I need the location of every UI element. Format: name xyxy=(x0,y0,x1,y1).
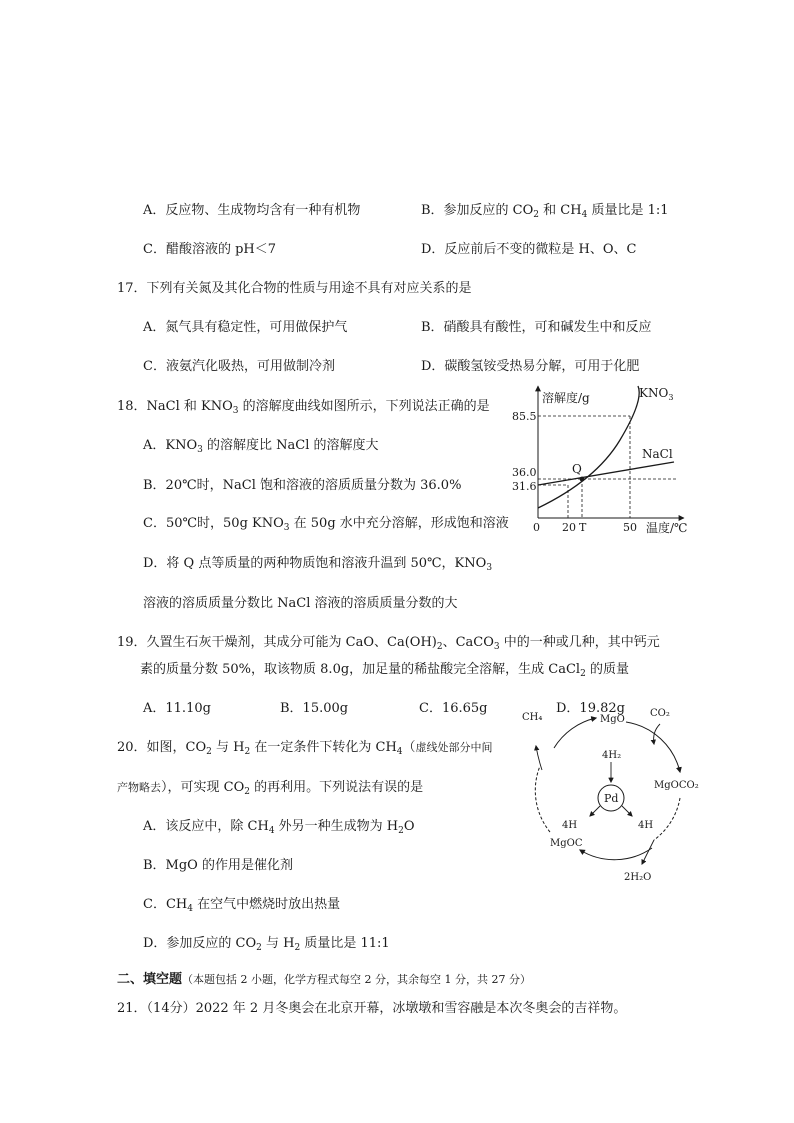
solubility-graph xyxy=(506,380,696,540)
tick-0: 0 xyxy=(533,521,540,534)
arc-mgoco2-to-h2o xyxy=(654,798,680,840)
kno3-label: $KNO_3$ xyxy=(639,386,674,402)
ch4-label: CH₄ xyxy=(522,712,543,723)
q17-stem: 17．下列有关氮及其化合物的性质与用途不具有对应关系的是 xyxy=(117,281,472,296)
q20-option-d: D．参加反应的 $CO_2$ 与 $H_2$ 质量比是 11:1 xyxy=(143,936,390,953)
q16-option-d: D．反应前后不变的微粒是 H、O、C xyxy=(421,242,637,257)
co2-conversion-diagram xyxy=(520,700,710,890)
pd-label: Pd xyxy=(604,792,619,805)
q17-option-d: D．碳酸氢铵受热易分解，可用于化肥 xyxy=(421,359,640,374)
two-h2o-label: 2H₂O xyxy=(624,872,652,883)
arc-mgo-to-mgoco2 xyxy=(626,722,680,772)
h2o-outflow-arrow xyxy=(642,840,654,864)
q18-option-b: B．20℃时，NaCl 饱和溶液的溶质质量分数为 36.0% xyxy=(143,478,462,493)
tick-t: T xyxy=(579,521,587,534)
arc-to-mgoc xyxy=(580,848,652,860)
four-h-left-label: 4H xyxy=(562,820,578,831)
pd-to-4h-left-arrow xyxy=(590,806,600,816)
four-h2-label: 4H₂ xyxy=(602,750,622,761)
q18-option-c: C．50℃时，50g $KNO_3$ 在 50g 水中充分溶解，形成饱和溶液 xyxy=(143,516,509,533)
q20-stem-line2: 产物略去），可实现 $CO_2$ 的再利用。下列说法有误的是 xyxy=(117,780,424,797)
pd-to-4h-right-arrow xyxy=(622,806,632,816)
q17-option-a: A．氮气具有稳定性，可用做保护气 xyxy=(143,320,348,335)
mgoc-label: MgOC xyxy=(550,838,583,849)
q19-option-d: D．19.82g xyxy=(556,701,625,716)
q20-option-a: A．该反应中，除 $CH_4$ 外另一种生成物为 $H_2O$ xyxy=(143,819,415,836)
arc-ch4-to-mgo xyxy=(554,718,596,748)
mgoco2-label: MgOCO₂ xyxy=(654,780,699,791)
section2-heading xyxy=(117,972,531,988)
nacl-label: NaCl xyxy=(642,447,673,461)
q20-option-b: B．MgO 的作用是催化剂 xyxy=(143,858,293,873)
section2-note: （本题包括 2 小题，化学方程式每空 2 分，其余每空 1 分，共 27 分） xyxy=(182,973,531,986)
co2-label: CO₂ xyxy=(650,708,670,719)
q19-option-b: B．15.00g xyxy=(280,701,349,716)
q20-option-c: C．$CH_4$ 在空气中燃烧时放出热量 xyxy=(143,897,341,914)
tick-20: 20 xyxy=(562,521,576,534)
q16-option-a: A．反应物、生成物均含有一种有机物 xyxy=(143,203,361,218)
q16-option-c: C．醋酸溶液的 pH＜7 xyxy=(143,242,277,257)
ch4-outflow-arrow xyxy=(536,746,542,770)
q18-option-a: A．$KNO_3$ 的溶解度比 NaCl 的溶解度大 xyxy=(143,438,379,455)
q21-stem: 21．（14分）2022 年 2 月冬奥会在北京开幕，冰墩墩和雪容融是本次冬奥会的吉祥物。 xyxy=(117,1001,627,1016)
point-q xyxy=(580,477,585,482)
point-q-label: Q xyxy=(572,462,582,476)
q17-option-c: C．液氨汽化吸热，可用做制冷剂 xyxy=(143,359,335,374)
mgo-label: MgO xyxy=(600,714,625,725)
tick-31-6: 31.6 xyxy=(512,480,537,493)
y-axis-label: 溶解度/g xyxy=(542,391,590,405)
q16-option-b: B．参加反应的 $CO_2$ 和 $CH_4$ 质量比是 1:1 xyxy=(421,203,669,220)
four-h-right-label: 4H xyxy=(638,820,654,831)
q19-option-c: C．16.65g xyxy=(419,701,488,716)
tick-36-0: 36.0 xyxy=(512,466,537,479)
co2-inflow-arrow xyxy=(654,724,660,744)
q18-option-d-continued: 溶液的溶质质量分数比 NaCl 溶液的溶质质量分数的大 xyxy=(143,596,458,611)
nacl-curve xyxy=(538,462,674,485)
q19-stem-line1: 19．久置生石灰干燥剂，其成分可能为 CaO、$Ca(OH)_2$、CaCO$_3$ 中的一种或几种，其中钙元 xyxy=(117,635,660,652)
q18-stem: 18．NaCl 和 $KNO_3$ 的溶解度曲线如图所示，下列说法正确的是 xyxy=(117,399,490,416)
q17-option-b: B．硝酸具有酸性，可和碱发生中和反应 xyxy=(421,320,652,335)
q20-stem-line1: 20．如图，$CO_2$ 与 $H_2$ 在一定条件下转化为 $CH_4$（虚线处部分中间 xyxy=(117,740,493,757)
q19-option-a: A．11.10g xyxy=(143,701,211,716)
tick-85-5: 85.5 xyxy=(512,410,537,423)
q19-stem-line2: 素的质量分数 50%，取该物质 8.0g，加足量的稀盐酸完全溶解，生成 CaCl$_2$ 的质量 xyxy=(140,662,629,679)
tick-50: 50 xyxy=(623,521,637,534)
x-axis-label: 温度/℃ xyxy=(646,521,688,535)
q18-option-d: D．将 Q 点等质量的两种物质饱和溶液升温到 50℃，$KNO_3$ xyxy=(143,556,493,573)
section2-title: 二、填空题 xyxy=(117,972,183,987)
arc-mgoc-to-ch4 xyxy=(535,766,550,832)
